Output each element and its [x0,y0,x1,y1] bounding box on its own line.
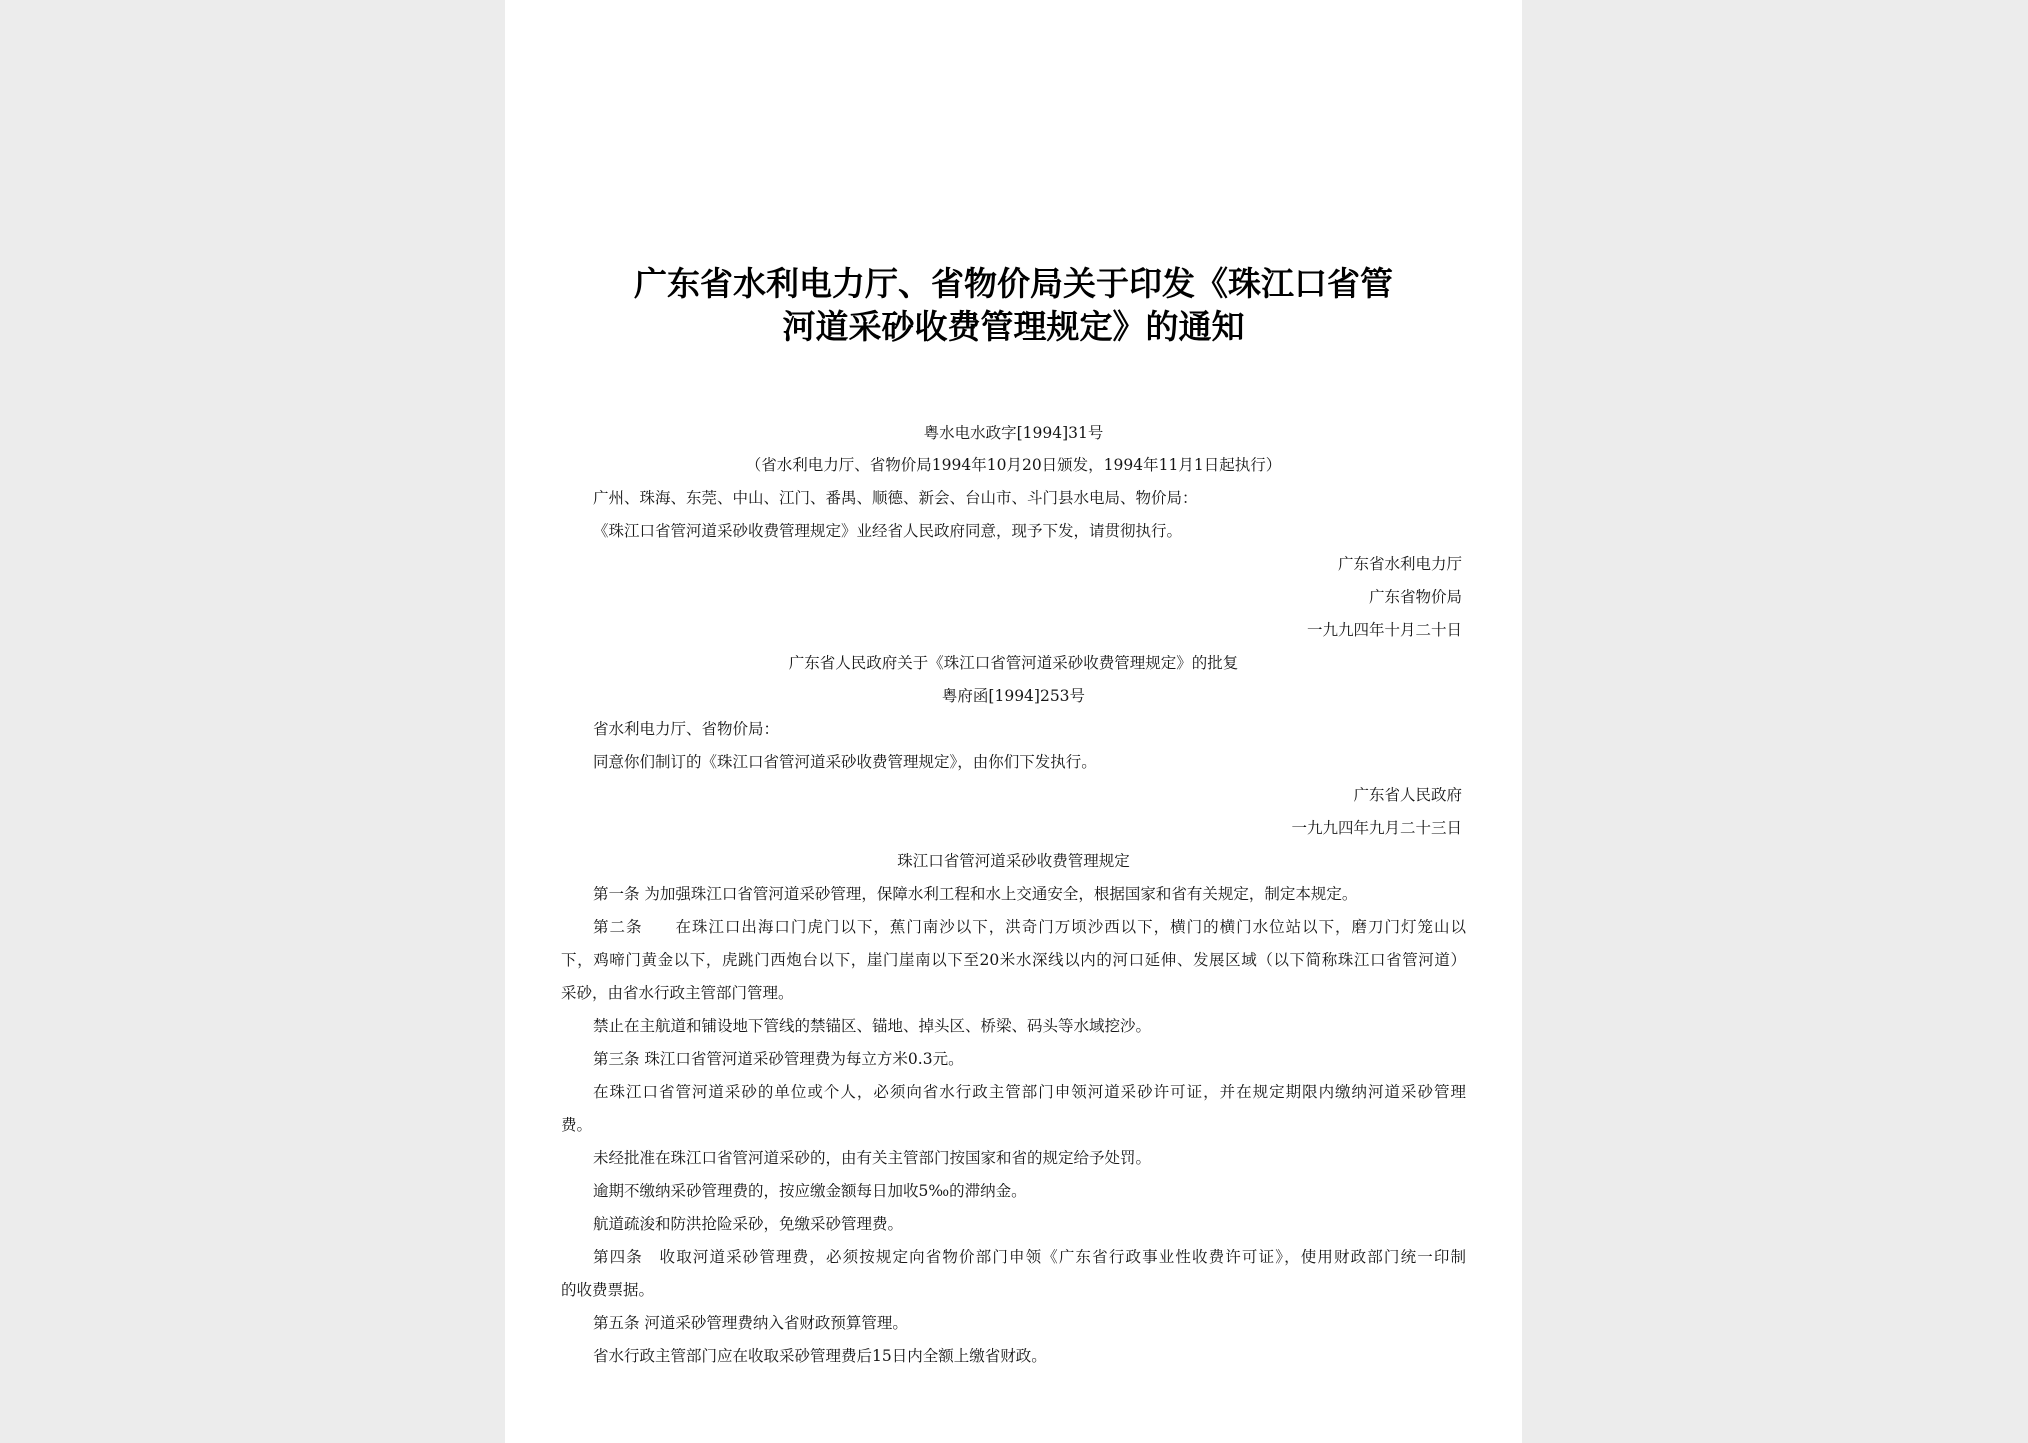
article-3-para-2-line-1: 在珠江口省管河道采砂的单位或个人，必须向省水行政主管部门申领河道采砂许可证，并在规定期限内缴纳河道采砂管理 [593,1083,1466,1101]
article-2-line-2: 下，鸡啼门黄金以下，虎跳门西炮台以下，崖门崖南以下至20米水深线以内的河口延伸、发展区域（以下简称珠江口省管河道） [561,951,1466,969]
article-3-para-4: 逾期不缴纳采砂管理费的，按应缴金额每日加收5‰的滞纳金。 [593,1182,1027,1200]
title-line-1: 广东省水利电力厅、省物价局关于印发《珠江口省管 [634,264,1393,303]
reply-body: 同意你们制订的《珠江口省管河道采砂收费管理规定》，由你们下发执行。 [593,753,1097,771]
article-3: 第三条 珠江口省管河道采砂管理费为每立方米0.3元。 [593,1050,964,1068]
notice-body: 《珠江口省管河道采砂收费管理规定》业经省人民政府同意，现予下发，请贯彻执行。 [593,522,1183,540]
reply-addressee: 省水利电力厅、省物价局： [593,720,780,738]
article-2-line-3: 采砂，由省水行政主管部门管理。 [561,984,794,1002]
article-3-para-3: 未经批准在珠江口省管河道采砂的，由有关主管部门按国家和省的规定给予处罚。 [593,1149,1152,1167]
article-2-para-2: 禁止在主航道和铺设地下管线的禁锚区、锚地、掉头区、桥梁、码头等水域挖沙。 [593,1017,1152,1035]
article-4-line-2: 的收费票据。 [561,1281,655,1299]
signature-dept-1: 广东省水利电力厅 [1337,555,1462,573]
issue-note: （省水利电力厅、省物价局1994年10月20日颁发，1994年11月1日起执行） [745,456,1282,474]
article-1: 第一条 为加强珠江口省管河道采砂管理，保障水利工程和水上交通安全，根据国家和省有关规定，制定本规定。 [593,885,1358,903]
article-5-para-2: 省水行政主管部门应在收取采砂管理费后15日内全额上缴省财政。 [593,1347,1047,1365]
article-4-line-1: 第四条 收取河道采砂管理费，必须按规定向省物价部门申领《广东省行政事业性收费许可证》，使用财政部门统一印制 [593,1248,1466,1266]
reply-title: 广东省人民政府关于《珠江口省管河道采砂收费管理规定》的批复 [788,654,1239,672]
document-page [505,0,1522,1443]
rules-title: 珠江口省管河道采砂收费管理规定 [897,852,1130,870]
document-title [505,262,1522,348]
reply-date: 一九九四年九月二十三日 [1291,819,1462,837]
article-2-line-1: 第二条 在珠江口出海口门虎门以下，蕉门南沙以下，洪奇门万顷沙西以下，横门的横门水位站以下，磨刀门灯笼山以 [593,918,1466,936]
article-3-para-5: 航道疏浚和防洪抢险采砂，免缴采砂管理费。 [593,1215,904,1233]
reply-signature: 广东省人民政府 [1353,786,1462,804]
title-line-2: 河道采砂收费管理规定》的通知 [782,307,1245,346]
signature-date: 一九九四年十月二十日 [1306,621,1462,639]
doc-number: 粤水电水政字[1994]31号 [923,424,1104,442]
reply-number: 粤府函[1994]253号 [941,687,1086,705]
article-5: 第五条 河道采砂管理费纳入省财政预算管理。 [593,1314,908,1332]
addressees: 广州、珠海、东莞、中山、江门、番禺、顺德、新会、台山市、斗门县水电局、物价局： [593,489,1198,507]
signature-dept-2: 广东省物价局 [1368,588,1462,606]
article-3-para-2-line-2: 费。 [561,1116,593,1134]
